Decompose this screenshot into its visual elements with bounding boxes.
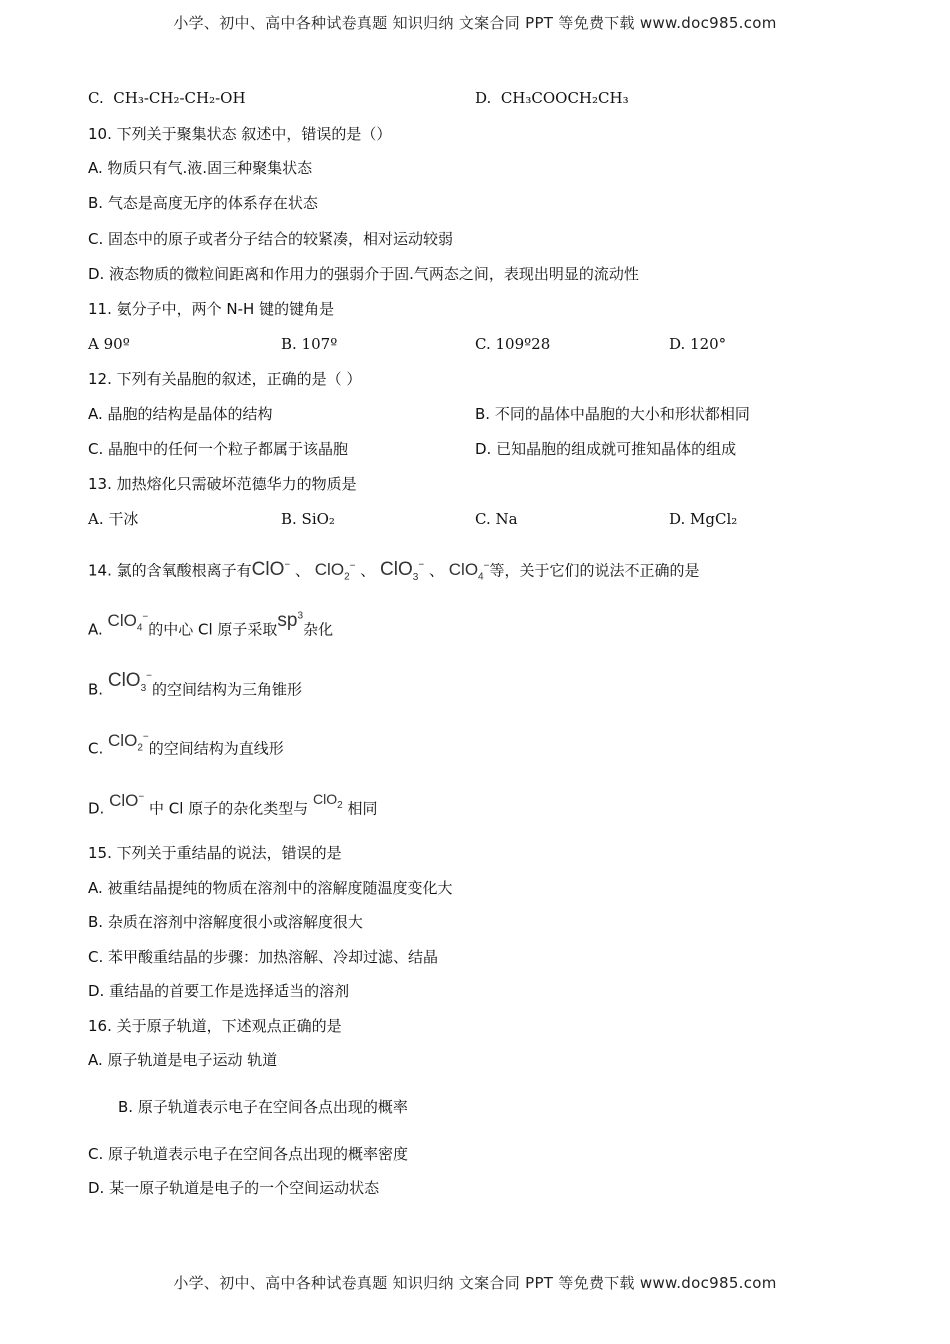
ion-clo2-text: ClO: [314, 560, 345, 580]
ion-clo3-sub: 3: [140, 683, 147, 695]
ion-clo4-sub: 4: [136, 622, 143, 634]
ion-clo2: [312, 790, 343, 811]
ion-clo3-text: ClO: [380, 559, 413, 581]
ion-clo-charge: −: [138, 791, 145, 802]
ion-clo2-text: ClO: [108, 730, 138, 750]
q9-option-c-label: C.: [88, 89, 104, 107]
q14-option-b-text: 的空间结构为三角锥形: [151, 680, 302, 699]
q10-option-c: C. 固态中的原子或者分子结合的较紧凑，相对运动较弱: [88, 230, 454, 248]
ion-clo2-sub: 2: [137, 742, 143, 754]
page-footer: 小学、初中、高中各种试卷真题 知识归纳 文案合同 PPT 等免费下载 www.doc985.com: [173, 1274, 777, 1292]
ion-clo2-sub: 2: [337, 799, 343, 811]
q13-option-a: A. 干冰: [88, 510, 139, 528]
q16-option-b: B. 原子轨道表示电子在空间各点出现的概率: [118, 1098, 408, 1116]
q9-option-d-label: D.: [475, 89, 492, 107]
q10-option-b: B. 气态是高度无序的体系存在状态: [88, 194, 318, 212]
q10-option-a: A. 物质只有气.液.固三种聚集状态: [88, 159, 313, 177]
q14-separator-2: 、: [360, 561, 376, 580]
ion-clo-text: ClO: [251, 559, 285, 581]
sp-text: sp: [277, 610, 298, 632]
q15-option-c: C. 苯甲酸重结晶的步骤：加热溶解、冷却过滤、结晶: [88, 948, 439, 966]
q12-option-d: D. 已知晶胞的组成就可推知晶体的组成: [475, 440, 737, 458]
q14-option-d: [88, 791, 377, 829]
ion-clo4: [448, 560, 490, 583]
q10-stem: 10. 下列关于聚集状态 叙述中，错误的是（）: [88, 125, 392, 143]
q13-option-c: C. Na: [475, 510, 518, 528]
q14-stem: [88, 553, 699, 591]
q11-stem: 11. 氨分子中，两个 N-H 键的键角是: [88, 300, 335, 318]
q14-option-d-label: D.: [88, 799, 105, 818]
ion-clo4-charge: −: [483, 560, 490, 572]
ion-clo2-charge: −: [349, 560, 356, 572]
hybridization-sp3: [277, 610, 303, 631]
ion-clo4-text: ClO: [448, 560, 479, 580]
q14-option-c-text: 的空间结构为直线形: [148, 739, 284, 758]
ion-clo2-charge: −: [142, 731, 149, 742]
q13-option-b: B. SiO₂: [281, 510, 335, 528]
q11-option-c: C. 109º28: [475, 335, 551, 353]
q11-option-a: A 90º: [88, 335, 130, 353]
ion-clo4: [107, 611, 149, 634]
ion-clo3-text: ClO: [107, 670, 141, 692]
ion-clo2-text: ClO: [312, 790, 338, 807]
q12-option-a: A. 晶胞的结构是晶体的结构: [88, 405, 273, 423]
q15-option-b: B. 杂质在溶剂中溶解度很小或溶解度很大: [88, 913, 363, 931]
q15-option-a: A. 被重结晶提纯的物质在溶剂中的溶解度随温度变化大: [88, 879, 453, 897]
q12-option-b: B. 不同的晶体中晶胞的大小和形状都相同: [475, 405, 750, 423]
q11-option-d: D. 120°: [669, 335, 727, 353]
ion-clo2: [314, 560, 356, 583]
ion-clo4-text: ClO: [107, 611, 137, 631]
ion-clo: [109, 791, 144, 810]
ion-clo2-sub: 2: [344, 571, 350, 583]
q14-option-d-mid: 中 Cl 原子的杂化类型与: [149, 799, 309, 818]
ion-clo: [252, 559, 291, 580]
q14-option-b-label: B.: [88, 680, 104, 699]
q12-option-c: C. 晶胞中的任何一个粒子都属于该晶胞: [88, 440, 349, 458]
q13-stem: 13. 加热熔化只需破坏范德华力的物质是: [88, 475, 357, 493]
q12-stem: 12. 下列有关晶胞的叙述，正确的是（ ）: [88, 370, 362, 388]
q9-option-c: [88, 88, 246, 108]
sp-sup: 3: [297, 611, 304, 622]
q13-option-d: D. MgCl₂: [669, 510, 738, 528]
ion-clo4-sub: 4: [478, 571, 484, 583]
q15-stem: 15. 下列关于重结晶的说法，错误的是: [88, 844, 342, 862]
ion-clo-text: ClO: [109, 790, 139, 810]
ion-clo2: [108, 730, 149, 754]
q9-option-d: [475, 88, 629, 108]
q16-stem: 16. 关于原子轨道，下述观点正确的是: [88, 1017, 342, 1035]
ion-clo3-charge: −: [146, 671, 152, 682]
q14-option-b: [88, 671, 302, 711]
page-header: 小学、初中、高中各种试卷真题 知识归纳 文案合同 PPT 等免费下载 www.doc985.com: [173, 14, 777, 32]
q9-option-d-text: CH₃COOCH₂CH₃: [500, 89, 629, 107]
q16-option-c: C. 原子轨道表示电子在空间各点出现的概率密度: [88, 1145, 409, 1163]
q14-stem-prefix: 14. 氯的含氧酸根离子有: [88, 561, 252, 580]
q14-option-a-mid: 的中心 Cl 原子采取: [148, 620, 278, 639]
q11-option-b: B. 107º: [281, 335, 338, 353]
q14-separator-1: 、: [294, 561, 310, 580]
q14-option-a-end: 杂化: [303, 620, 334, 639]
q15-option-d: D. 重结晶的首要工作是选择适当的溶剂: [88, 982, 350, 1000]
q16-option-a: A. 原子轨道是电子运动 轨道: [88, 1051, 278, 1069]
q14-option-d-end: 相同: [347, 799, 378, 818]
q10-option-d: D. 液态物质的微粒间距离和作用力的强弱介于固.气两态之间，表现出明显的流动性: [88, 265, 639, 283]
q16-option-d: D. 某一原子轨道是电子的一个空间运动状态: [88, 1179, 380, 1197]
q14-option-c: [88, 731, 284, 770]
q14-option-a: [88, 611, 333, 651]
ion-clo3-sub: 3: [412, 572, 419, 584]
q14-option-a-label: A.: [88, 620, 103, 639]
ion-clo3: [107, 670, 152, 695]
q14-separator-3: 、: [428, 561, 444, 580]
q9-option-c-text: CH₃-CH₂-CH₂-OH: [113, 89, 246, 107]
ion-clo4-charge: −: [142, 611, 149, 623]
ion-clo-charge: −: [284, 560, 291, 571]
ion-clo3: [380, 559, 425, 584]
q14-stem-suffix: 等，关于它们的说法不正确的是: [489, 561, 700, 580]
q14-option-c-label: C.: [88, 739, 104, 758]
ion-clo3-charge: −: [418, 560, 425, 571]
